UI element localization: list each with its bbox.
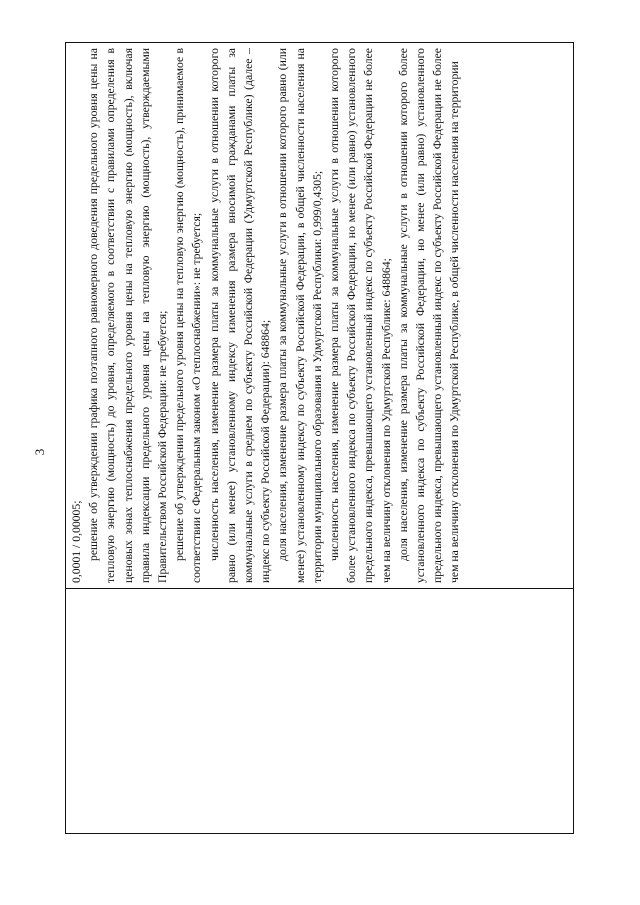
paragraph: 0,0001 / 0,00005;: [70, 500, 83, 583]
table-frame: [65, 42, 574, 834]
page-number: 3: [32, 448, 47, 456]
paragraph: численность населения, изменение размера платы за коммунальные услуги в отношении которого равно (или менее) установленному индексу изменения размера вносимой гражданами платы за коммунальные услуги в среднем по субъекту Российской Федерации (Удмуртской Республике) (далее – индекс по субъекту Российской Федерации): 648864;: [207, 48, 273, 583]
paragraph: решение об утверждении предельного уровня цены на тепловую энергию (мощность), принимаемое в соответствии с Федеральным законом «О теплоснабжении»: не требуется;: [173, 48, 204, 583]
paragraph: доля населения, изменение размера платы за коммунальные услуги в отношении которого равно (или менее) установленному индексу по субъекту Российской Федерации, в общей численности населения на территории муниципального образования и Удмуртской Республики: 0,999/0,4305;: [276, 48, 324, 583]
document-table: [65, 42, 574, 834]
paragraph: численность населения, изменение размера платы за коммунальные услуги в отношении которого более установленного индекса по субъекту Российской Федерации, но менее (или равно) установленного предельного индекса, превышающего установленный индекс по субъекту Российской Федерации не более чем на величину отклонения по Удмуртской Республике: 648864;: [328, 48, 393, 583]
table-cell-text: [66, 43, 573, 589]
table-cell-empty: [66, 589, 573, 833]
paragraph: решение об утверждении графика поэтапного равномерного доведения предельного уровня цены на тепловую энергию (мощность) до уровня, определяемого в соответствии с правилами определения в ценовых зонах теплоснабжения предельного уровня цены на тепловую энергию (мощность), включая правила индексации предельного уровня цены на тепловую энергию (мощность), утверждаемыми Правительством Российской Федерации: не требуется;: [87, 48, 170, 583]
paragraph: доля населения, изменение размера платы за коммунальные услуги в отношении которого более установленного индекса по субъекту Российской Федерации, но менее (или равно) установленного предельного индекса, превышающего установленный индекс по субъекту Российской Федерации не более чем на величину отклонения по Удмуртской Республике, в общей численности населения на территории: [396, 48, 462, 583]
